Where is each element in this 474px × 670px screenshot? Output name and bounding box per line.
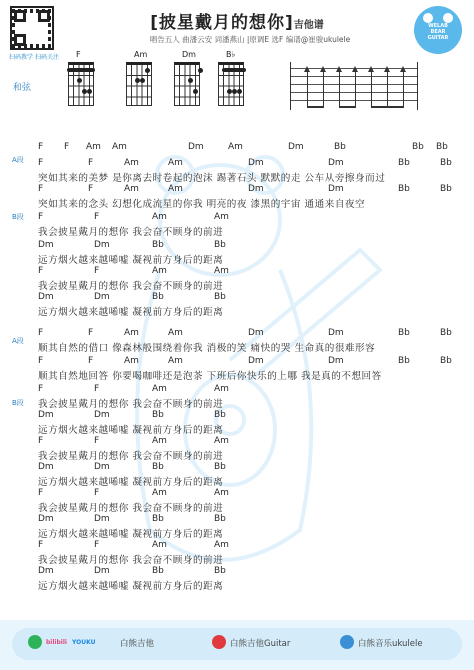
lyric-row [38, 328, 452, 354]
chord-line [38, 462, 226, 474]
weibo-icon[interactable] [212, 635, 226, 649]
chord-label: F [88, 356, 94, 366]
chord-line [38, 410, 226, 422]
chord-label: Am [86, 142, 101, 152]
chord-label: Dm [94, 292, 110, 302]
chord-label: Bb [440, 184, 452, 194]
footer [0, 620, 474, 670]
chord-label: Am [228, 142, 243, 152]
chord-label: Dm [328, 158, 344, 168]
chord-line [38, 292, 226, 304]
wechat-icon[interactable] [28, 635, 42, 649]
chord-label: Dm [248, 158, 264, 168]
chord-line [38, 436, 229, 448]
youku-logo[interactable]: YOUKU [72, 639, 96, 646]
section-label: A段 [12, 337, 24, 345]
chord-grid-icon [174, 62, 200, 106]
chord-label: F [38, 488, 44, 498]
lyric-row [38, 540, 229, 566]
lyric-line: 远方烟火越来越唏嘘 凝视前方身后的距离 [38, 255, 224, 266]
footer-music-account[interactable]: 白熊音乐ukulele [358, 639, 423, 649]
chord-line [38, 184, 452, 196]
page-title: [披星戴月的想你] [150, 13, 294, 33]
chord-section-label: 和弦 [13, 83, 32, 93]
chord-name: Dm [182, 50, 196, 59]
chord-label: F [94, 436, 100, 446]
chord-label: Am [124, 356, 139, 366]
chord-label: Am [152, 540, 167, 550]
chord-line [38, 566, 226, 578]
chord-label: F [38, 158, 44, 168]
chord-label: Bb [152, 292, 164, 302]
chord-label: F [64, 142, 70, 152]
chord-label: F [38, 436, 44, 446]
chord-label: Dm [94, 462, 110, 472]
chord-name: F [76, 50, 81, 59]
chord-label: Dm [38, 566, 54, 576]
chord-label: Am [214, 540, 229, 550]
chord-grid-icon [218, 62, 244, 106]
chord-label: Bb [214, 410, 226, 420]
chord-label: Bb [334, 142, 346, 152]
lyric-row [38, 292, 226, 318]
chord-label: Am [152, 266, 167, 276]
chord-label: Dm [38, 240, 54, 250]
chord-label: Dm [288, 142, 304, 152]
bear-guitar-logo [414, 6, 462, 54]
chord-label: F [94, 384, 100, 394]
lyric-row [38, 240, 226, 266]
chord-label: Dm [38, 462, 54, 472]
chord-label: Bb [214, 514, 226, 524]
chord-label: F [94, 488, 100, 498]
lyric-line: 突如其来的念头 幻想化成流星的你我 明亮的夜 漆黑的宇宙 通通来自夜空 [38, 199, 366, 210]
chord-label: Am [214, 212, 229, 222]
footer-weibo-account[interactable]: 白熊吉他Guitar [230, 639, 291, 649]
lyric-line: 顺其自然地回答 你要喝咖啡还是泡茶 下班后你快乐的上哪 我是真的不想回答 [38, 371, 382, 382]
section-label: A段 [12, 156, 24, 164]
chord-grid-icon [68, 62, 94, 106]
chord-name: Am [134, 50, 148, 59]
lyric-line: 我会披星戴月的想你 我会奋不顾身的前进 [38, 503, 224, 514]
logo-text: WELAB BEAR GUITAR [427, 23, 449, 41]
chord-label: F [38, 384, 44, 394]
chord-label: Dm [94, 514, 110, 524]
song-credits: 唱告五人 曲潘云安 词潘燕山 |原调E 选F 编谱@崔骏ukulele [149, 35, 351, 44]
chord-label: Bb [398, 158, 410, 168]
chord-label: F [94, 266, 100, 276]
chord-label: F [88, 158, 94, 168]
section-label: B段 [12, 399, 24, 407]
lyric-row [38, 212, 229, 238]
chord-label: Bb [440, 356, 452, 366]
chord-label: Dm [328, 356, 344, 366]
lyric-row [38, 462, 226, 488]
chord-label: Dm [94, 240, 110, 250]
chord-label: Bb [214, 292, 226, 302]
chord-label: F [38, 328, 44, 338]
strumming-pattern [290, 62, 418, 110]
chord-label: Bb [152, 410, 164, 420]
chord-label: Bb [214, 462, 226, 472]
lyric-row [38, 566, 226, 592]
chord-name: B♭ [226, 50, 236, 59]
chord-label: Am [152, 436, 167, 446]
lyric-row [38, 266, 229, 292]
lyric-line: 我会披星戴月的想你 我会奋不顾身的前进 [38, 555, 224, 566]
chord-label: Bb [440, 328, 452, 338]
chord-label: Am [214, 488, 229, 498]
chord-label: Am [168, 328, 183, 338]
lyric-row [38, 158, 452, 184]
qr-caption: 扫码教学 扫码关注 [9, 54, 59, 61]
lyric-line: 顺其自然的借口 像森林般围绕着你我 消极的笑 痛快的哭 生命真的很难形容 [38, 343, 376, 354]
lyric-line: 我会披星戴月的想你 我会奋不顾身的前进 [38, 399, 224, 410]
chord-label: Am [214, 266, 229, 276]
lyric-line: 我会披星戴月的想你 我会奋不顾身的前进 [38, 281, 224, 292]
chord-label: Dm [38, 292, 54, 302]
chord-label: Dm [248, 356, 264, 366]
chord-label: Bb [152, 462, 164, 472]
chord-label: F [38, 540, 44, 550]
lyric-row [38, 410, 226, 436]
chord-label: Dm [248, 184, 264, 194]
chord-label: F [38, 266, 44, 276]
chord-line [38, 356, 452, 368]
chord-label: Am [124, 158, 139, 168]
chord-label: Dm [248, 328, 264, 338]
chord-label: Bb [412, 142, 424, 152]
chord-label: Am [112, 142, 127, 152]
chord-label: Bb [398, 356, 410, 366]
chord-label: Bb [152, 566, 164, 576]
chord-label: Dm [38, 514, 54, 524]
chord-line [38, 540, 229, 552]
lyric-line: 远方烟火越来越唏嘘 凝视前方身后的距离 [38, 581, 224, 592]
chord-label: Bb [398, 328, 410, 338]
lyric-line: 我会披星戴月的想你 我会奋不顾身的前进 [38, 227, 224, 238]
title-suffix: 吉他谱 [293, 20, 324, 31]
lyric-line: 远方烟火越来越唏嘘 凝视前方身后的距离 [38, 477, 224, 488]
chord-label: F [88, 328, 94, 338]
chord-label: F [94, 540, 100, 550]
chord-label: Am [214, 384, 229, 394]
lyric-line: 远方烟火越来越唏嘘 凝视前方身后的距离 [38, 529, 224, 540]
lyric-line: 远方烟火越来越唏嘘 凝视前方身后的距离 [38, 425, 224, 436]
lyric-row [38, 384, 229, 410]
page-title-wrap [0, 8, 474, 33]
chord-label: Bb [398, 184, 410, 194]
lyric-line: 突如其来的美梦 是你离去时卷起的泡沫 踢著石头 默默的走 公车从旁擦身而过 [38, 173, 386, 184]
chord-label: Am [152, 488, 167, 498]
chord-label: Dm [94, 566, 110, 576]
chord-label: F [94, 212, 100, 222]
lyric-row [38, 514, 226, 540]
chord-label: Bb [214, 240, 226, 250]
lyric-row [38, 488, 229, 514]
chord-label: F [38, 212, 44, 222]
music-app-icon[interactable] [340, 635, 354, 649]
chord-label: Am [124, 328, 139, 338]
chord-label: F [38, 184, 44, 194]
chord-line [38, 488, 229, 500]
chord-line [38, 212, 229, 224]
chord-label: Bb [214, 566, 226, 576]
bilibili-logo[interactable]: bilibili [46, 639, 67, 646]
chord-label: Am [152, 212, 167, 222]
lyric-line: 我会披星戴月的想你 我会奋不顾身的前进 [38, 451, 224, 462]
chord-label: Dm [94, 410, 110, 420]
chord-label: Am [168, 184, 183, 194]
chord-label: Am [214, 436, 229, 446]
chord-label: Am [168, 356, 183, 366]
lyric-row [38, 184, 452, 210]
chord-label: Am [152, 384, 167, 394]
chord-line [38, 328, 452, 340]
chord-line [38, 266, 229, 278]
chord-label: Bb [152, 240, 164, 250]
chord-label: Dm [38, 410, 54, 420]
chord-label: Bb [440, 158, 452, 168]
chord-label: F [38, 356, 44, 366]
chord-label: Am [124, 184, 139, 194]
chord-label: F [88, 184, 94, 194]
chord-line [38, 514, 226, 526]
chord-label: Bb [152, 514, 164, 524]
chord-line [38, 158, 452, 170]
chord-label: Bb [436, 142, 448, 152]
lyric-line: 远方烟火越来越唏嘘 凝视前方身后的距离 [38, 307, 224, 318]
chord-label: Dm [328, 184, 344, 194]
chord-label: Am [168, 158, 183, 168]
footer-wechat-account[interactable]: 白熊吉他 [120, 639, 155, 649]
chord-line [38, 384, 229, 396]
section-label: B段 [12, 213, 24, 221]
chord-label: F [38, 142, 44, 152]
lyric-row [38, 356, 452, 382]
lyric-row [38, 436, 229, 462]
chord-label: Dm [188, 142, 204, 152]
chord-grid-icon [126, 62, 152, 106]
chord-label: Dm [328, 328, 344, 338]
chord-line [38, 240, 226, 252]
